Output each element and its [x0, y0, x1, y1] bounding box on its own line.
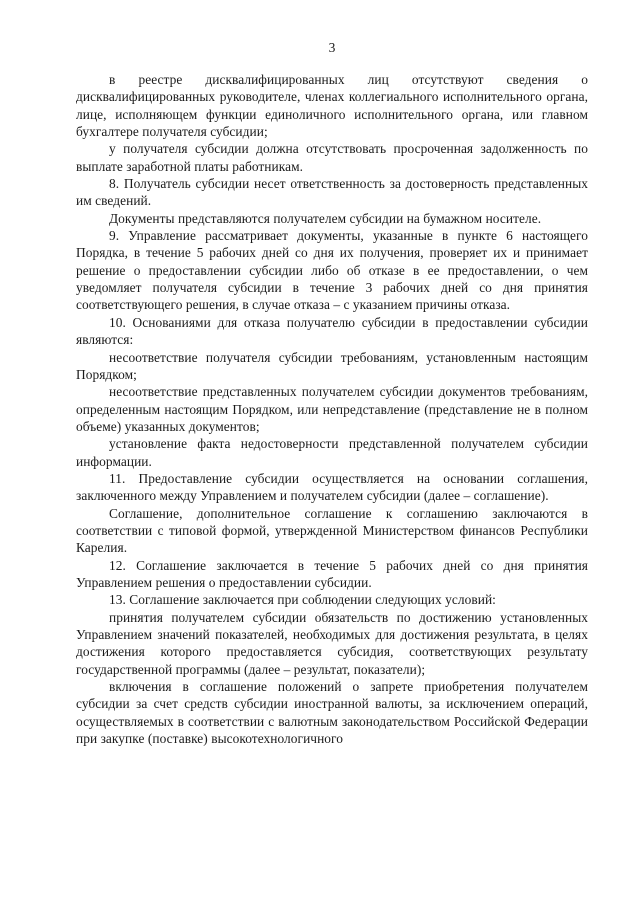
paragraph: 12. Соглашение заключается в течение 5 рабочих дней со дня принятия Управлением решения о предоставлении субсидии.: [76, 557, 588, 590]
paragraph: у получателя субсидии должна отсутствовать просроченная задолженность по выплате заработной платы работникам.: [76, 141, 588, 174]
paragraph: принятия получателем субсидии обязательств по достижению установленных Управлением значений показателей, необходимых для достижения результата, в целях достижения которого предоставляется субсидия, соответствующих результату государственной программы (далее – результат, показатели);: [76, 609, 588, 677]
paragraph: включения в соглашение положений о запрете приобретения получателем субсидии за счет средств субсидии иностранной валюты, за исключением операций, осуществляемых в соответствии с валютным законодательством Российской Федерации при закупке (поставке) высокотехнологичного: [76, 679, 588, 747]
paragraph: установление факта недостоверности представленной получателем субсидии информации.: [76, 436, 588, 469]
paragraph: в реестре дисквалифицированных лиц отсутствуют сведения о дисквалифицированных руководителе, членах коллегиального исполнительного органа, лице, исполняющем функции единоличного исполнительного органа, или главном бухгалтере получателя субсидии;: [76, 72, 588, 140]
document-body: [76, 71, 588, 747]
paragraph: 10. Основаниями для отказа получателю субсидии в предоставлении субсидии являются:: [76, 314, 588, 348]
paragraph: несоответствие представленных получателем субсидии документов требованиям, определенным настоящим Порядком, или непредставление (представление не в полном объеме) указанных документов;: [76, 384, 588, 434]
paragraph: Документы представляются получателем субсидии на бумажном носителе.: [109, 210, 542, 226]
paragraph: Соглашение, дополнительное соглашение к соглашению заключаются в соответствии с типовой формой, утвержденной Министерством финансов Республики Карелия.: [76, 505, 588, 556]
page-number: 3: [328, 40, 336, 55]
paragraph: 8. Получатель субсидии несет ответственность за достоверность представленных им сведений.: [76, 176, 588, 209]
paragraph: 9. Управление рассматривает документы, указанные в пункте 6 настоящего Порядка, в течение 5 рабочих дней со дня их получения, проверяет их и принимает решение о предоставлении субсидии либо об отказе в ее предоставлении, о чем уведомляет получателя субсидии в течение 3 рабочих дней со дня принятия соответствующего решения, в случае отказа – с указанием причины отказа.: [76, 228, 588, 313]
paragraph: 13. Соглашение заключается при соблюдении следующих условий:: [109, 592, 496, 608]
paragraph: 11. Предоставление субсидии осуществляется на основании соглашения, заключенного между Управлением и получателем субсидии (далее – соглашение).: [76, 470, 588, 504]
paragraph: несоответствие получателя субсидии требованиям, установленным настоящим Порядком;: [76, 349, 588, 382]
